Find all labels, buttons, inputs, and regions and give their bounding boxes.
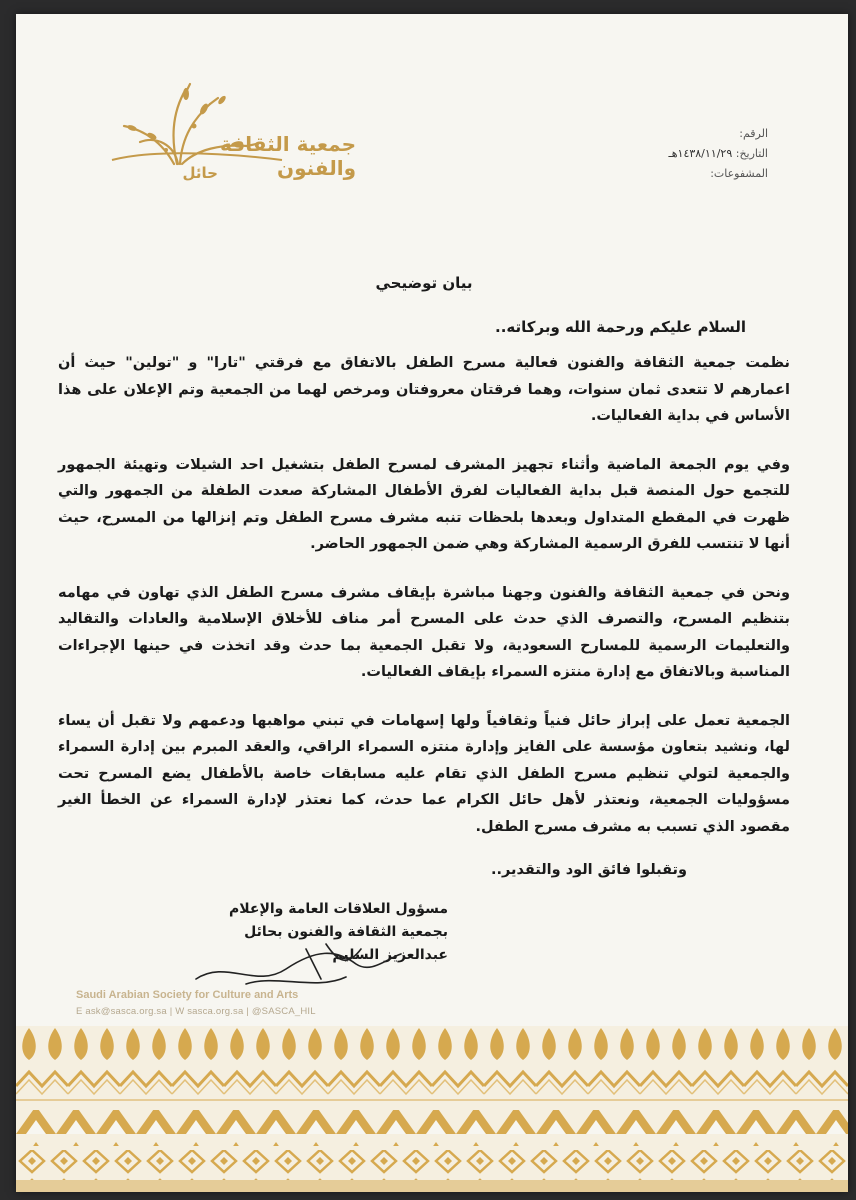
signer-org: بجمعية الثقافة والفنون بحائل	[244, 924, 448, 940]
footer-english-name: Saudi Arabian Society for Culture and Arts	[76, 989, 299, 1001]
org-city: حائل	[182, 164, 218, 182]
ref-row	[568, 124, 768, 144]
footer-contact: E ask@sasca.org.sa | W sasca.org.sa | @SASCA_HIL	[76, 1006, 316, 1017]
letter-body	[58, 274, 790, 878]
signer-name: عبدالعزيز السليم	[332, 947, 448, 963]
ref-label: الرقم:	[739, 127, 768, 140]
letter-title: بيان توضيحي	[375, 274, 473, 292]
reference-block	[568, 124, 768, 184]
date-label: التاريخ:	[735, 147, 768, 160]
attachments-row	[568, 164, 768, 184]
decorative-pattern	[16, 1026, 848, 1192]
letter-greeting: السلام عليكم ورحمة الله وبركاته..	[495, 318, 746, 336]
letter-page	[16, 14, 848, 1192]
date-row	[568, 144, 768, 164]
org-name: جمعية الثقافة والفنون	[219, 132, 356, 180]
signer-title: مسؤول العلاقات العامة والإعلام	[229, 901, 448, 917]
attachments-label: المشفوعات:	[710, 167, 768, 180]
paragraph: وفي يوم الجمعة الماضية وأثناء تجهيز المشرف لمسرح الطفل بتشغيل احد الشيلات وتهيئة الجمهور للتجمع حول المنصة قبل بداية الفعاليات لفرق الأطفال المشاركة صعدت الطفلة من الجمهور والتي ظهرت في المقطع المتداول وبعدها بلحظات تنبه مشرف مسرح الطفل وتم إنزالها من المسرح، حيث أنها لا تنتسب للفرق الرسمية المشاركة وهي ضمن الجمهور الحاضر.	[58, 456, 790, 552]
paragraph: ونحن في جمعية الثقافة والفنون وجهنا مباشرة بإيقاف مشرف مسرح الطفل الذي تهاون في مهامه بتنظيم المسرح، والتصرف الذي حدث على المسرح أمر مناف للأخلاق الإسلامية والعادات والتقاليد والتعليمات الرسمية للمسارح السعودية، ولا تقبل الجمعية بما حدث وقد اتخذت في حينها الإجراءات المناسبة وبالاتفاق مع إدارة منتزه السمراء بإيقاف الفعاليات.	[58, 584, 790, 680]
date-value: ١٤٣٨/١١/٢٩هـ	[668, 147, 733, 160]
letter-closing: وتقبلوا فائق الود والتقدير..	[491, 862, 687, 878]
paragraph: نظمت جمعية الثقافة والفنون فعالية مسرح الطفل بالاتفاق مع فرقتي "تارا" و "تولين" حيث أن اعمارهم لا تتعدى ثمان سنوات، وهما فرقتان معروفتان ومرخص لهما من الجمعية وتم الإعلان على هذا الأساس في بداية الفعاليات.	[58, 355, 790, 424]
paragraph: الجمعية تعمل على إبراز حائل فنياً وثقافياً ولها إسهامات في تبني مواهبها ودعمهم ولا تقبل أن يساء لها، ونشيد بتعاون مؤسسة على الفايز وإدارة منتزه السمراء الراقي، والعقد المبرم بين إدارة السمراء والجمعية لتولي تنظيم مسرح الطفل الذي تقام عليه مسابقات خاصة بالأطفال يضع المسرح تحت مسؤوليات الجمعية، ونعتذر لأهل حائل الكرام عما حدث، كما نعتذر لإدارة السمراء عن الخطأ الغير مقصود الذي تسبب به مشرف مسرح الطفل.	[58, 712, 790, 835]
